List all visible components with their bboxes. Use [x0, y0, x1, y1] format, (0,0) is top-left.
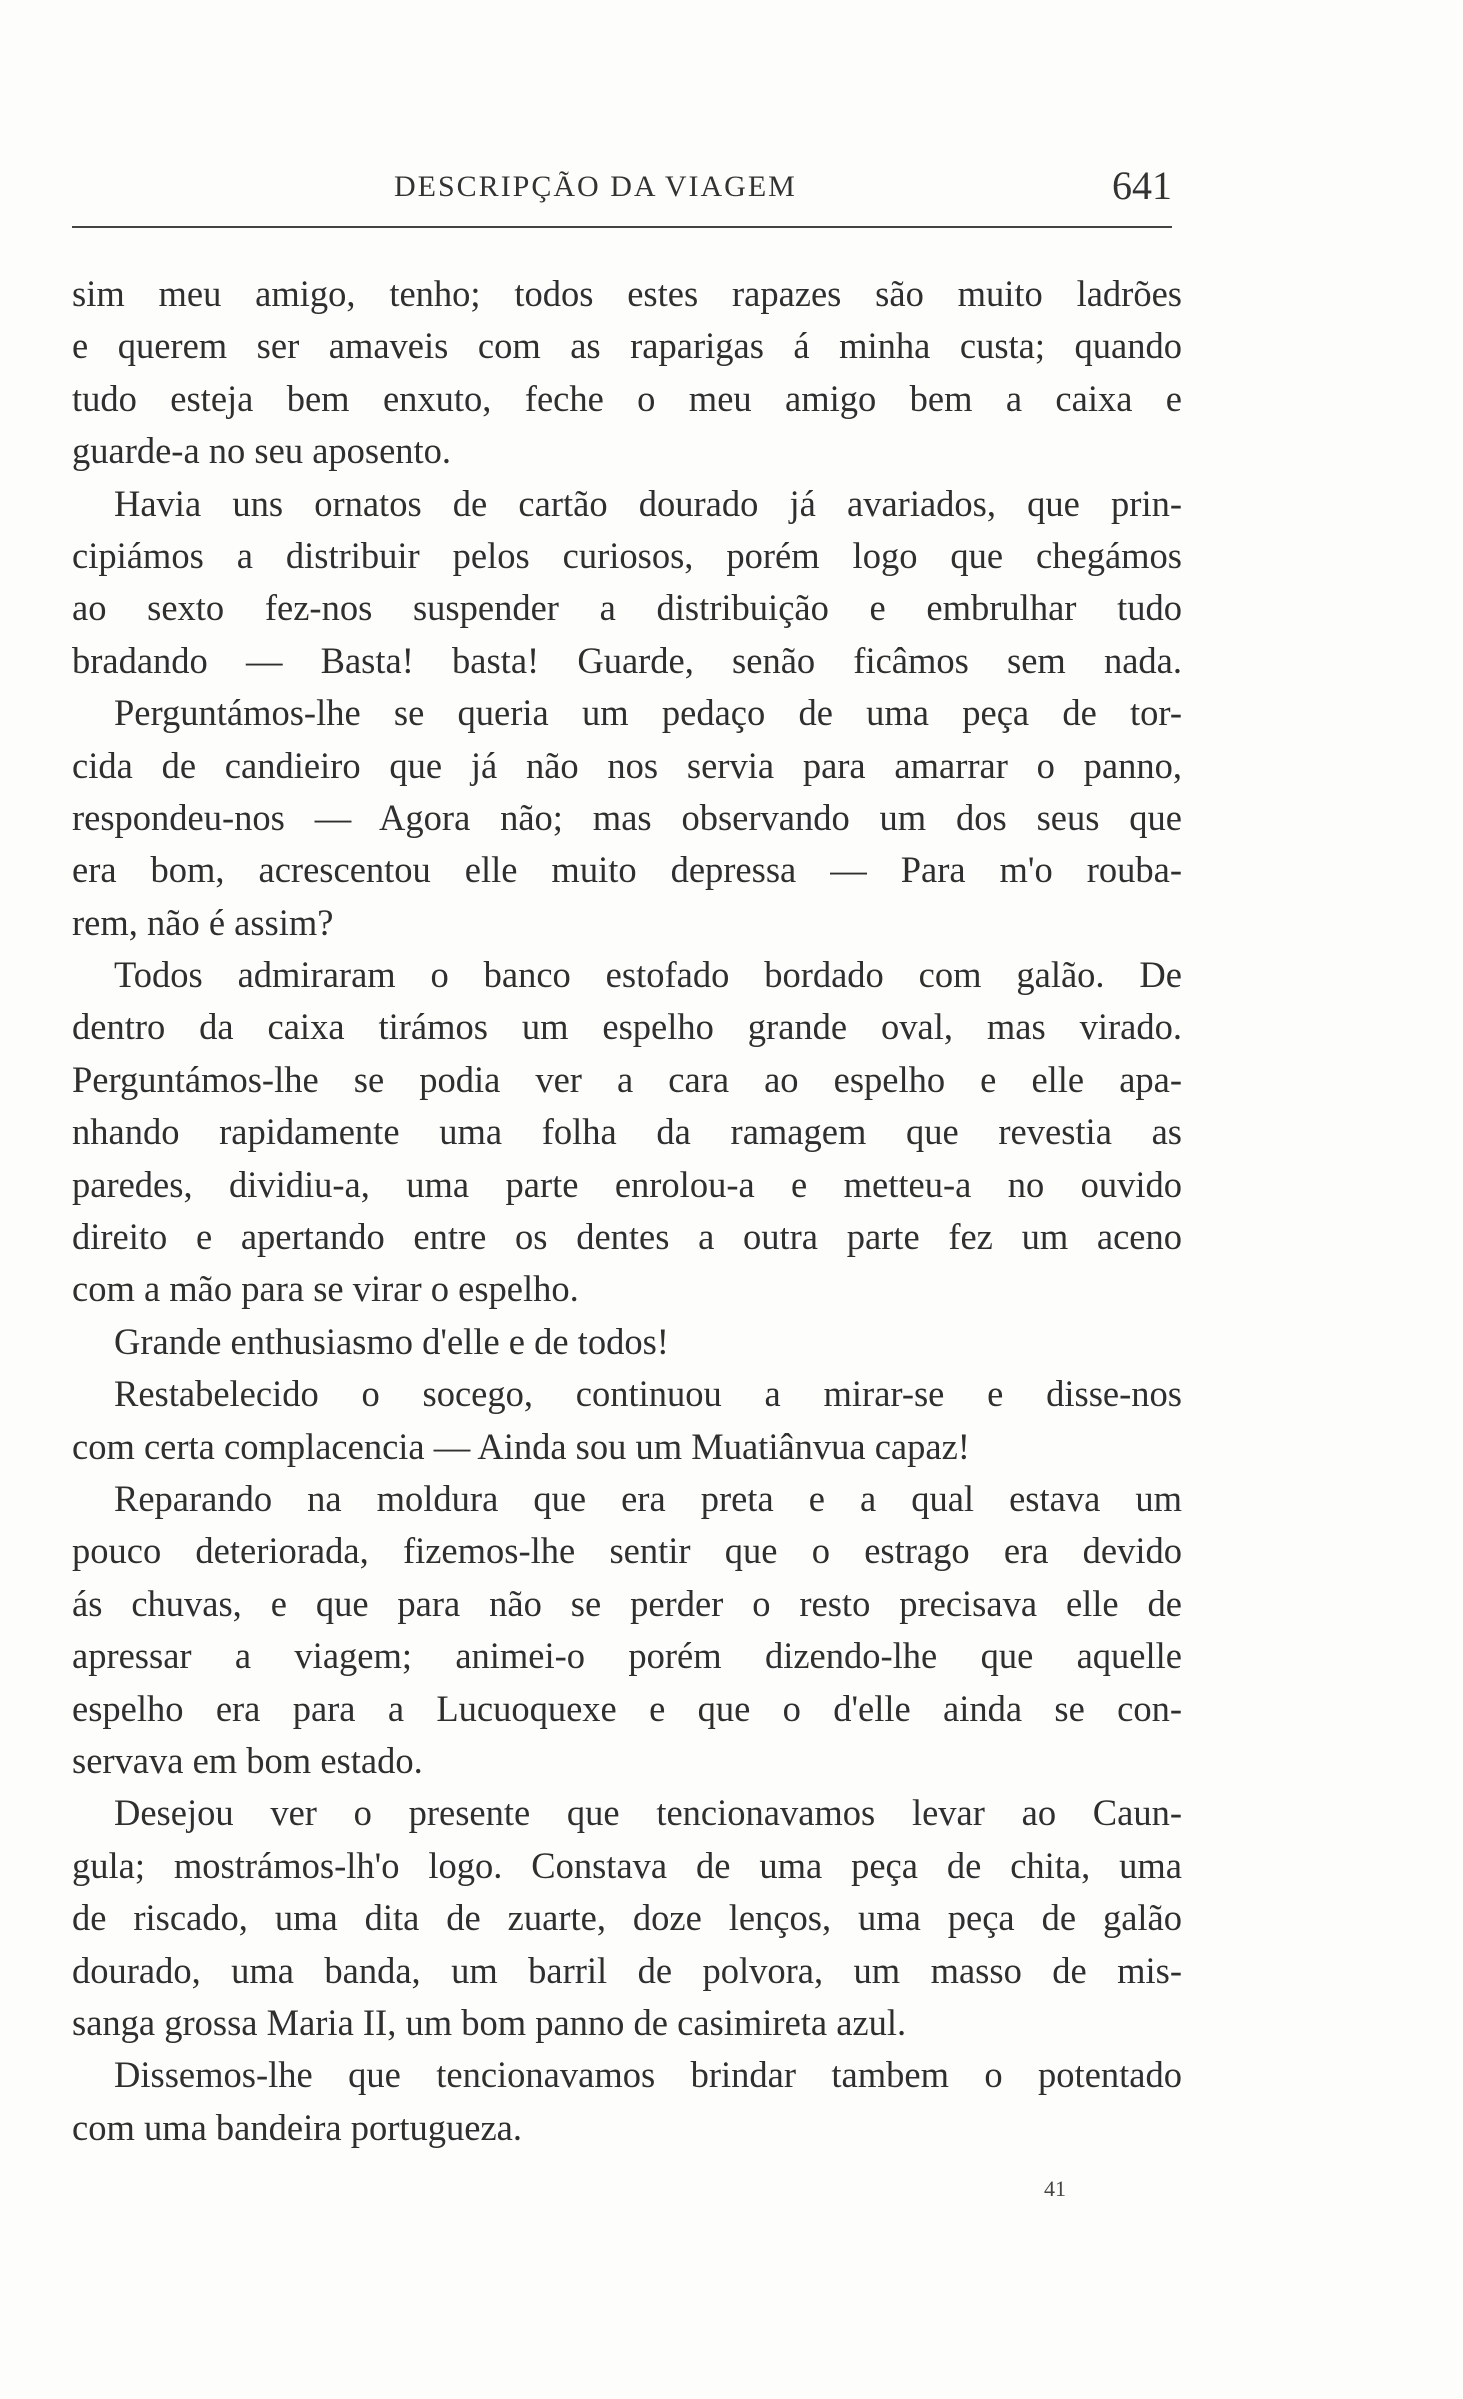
text-line: sim meu amigo, tenho; todos estes rapazes são muito ladrões	[72, 273, 1182, 314]
page-number: 641	[1112, 163, 1172, 208]
text-line: ao sexto fez-nos suspender a distribuição e embrulhar tudo	[72, 587, 1182, 629]
text-line: cipiámos a distribuir pelos curiosos, porém logo que chegámos	[72, 534, 1182, 576]
text-line: nhando rapidamente uma folha da ramagem que revestia as	[72, 1111, 1182, 1153]
text-line: espelho era para a Lucuoquexe e que o d'elle ainda se con-	[72, 1687, 1182, 1729]
text-line: rem, não é assim?	[72, 901, 334, 943]
text-line: Todos admiraram o banco estofado bordado com galão. De	[114, 954, 1182, 996]
header-rule	[72, 226, 1172, 228]
text-line: apressar a viagem; animei-o porém dizendo-lhe que aquelle	[72, 1635, 1182, 1677]
signature-mark: 41	[1044, 2176, 1066, 2201]
text-line: tudo esteja bem enxuto, feche o meu amigo bem a caixa e	[72, 377, 1182, 419]
text-line: e querem ser amaveis com as raparigas á minha custa; quando	[72, 325, 1182, 367]
text-line: Havia uns ornatos de cartão dourado já avariados, que prin-	[114, 482, 1182, 524]
text-line: Perguntámos-lhe se queria um pedaço de uma peça de tor-	[114, 692, 1182, 734]
text-line: bradando — Basta! basta! Guarde, senão ficâmos sem nada.	[72, 639, 1182, 681]
text-line: direito e apertando entre os dentes a outra parte fez um aceno	[72, 1216, 1182, 1258]
text-line: Dissemos-lhe que tencionavamos brindar tambem o potentado	[114, 2054, 1182, 2096]
text-line: pouco deteriorada, fizemos-lhe sentir que o estrago era devido	[72, 1530, 1182, 1572]
text-line: Perguntámos-lhe se podia ver a cara ao espelho e elle apa-	[72, 1058, 1182, 1100]
text-line: de riscado, uma dita de zuarte, doze lenços, uma peça de galão	[72, 1897, 1182, 1939]
text-line: dentro da caixa tirámos um espelho grande oval, mas virado.	[72, 1006, 1182, 1048]
body-text	[72, 268, 1182, 2154]
text-line: respondeu-nos — Agora não; mas observando um dos seus que	[72, 796, 1182, 838]
text-line: cida de candieiro que já não nos servia para amarrar o panno,	[72, 744, 1182, 786]
text-line: era bom, acrescentou elle muito depressa — Para m'o rouba-	[72, 849, 1182, 891]
text-line: sanga grossa Maria II, um bom panno de casimireta azul.	[72, 2001, 907, 2043]
text-line: Grande enthusiasmo d'elle e de todos!	[114, 1320, 669, 1362]
text-line: Reparando na moldura que era preta e a qual estava um	[114, 1477, 1182, 1519]
text-line: dourado, uma banda, um barril de polvora, um masso de mis-	[72, 1949, 1182, 1991]
running-title: DESCRIPÇÃO DA VIAGEM	[394, 170, 797, 203]
text-line: gula; mostrámos-lh'o logo. Constava de uma peça de chita, uma	[72, 1844, 1182, 1886]
text-line: ás chuvas, e que para não se perder o resto precisava elle de	[72, 1582, 1182, 1624]
text-line: Desejou ver o presente que tencionavamos levar ao Caun-	[114, 1792, 1182, 1834]
text-line: servava em bom estado.	[72, 1739, 423, 1781]
text-line: Restabelecido o socego, continuou a mirar-se e disse-nos	[114, 1373, 1182, 1415]
text-line: com a mão para se virar o espelho.	[72, 1268, 579, 1310]
text-line: guarde-a no seu aposento.	[72, 430, 452, 472]
text-line: paredes, dividiu-a, uma parte enrolou-a e metteu-a no ouvido	[72, 1163, 1182, 1205]
text-line: com certa complacencia — Ainda sou um Muatiânvua capaz!	[72, 1425, 970, 1467]
text-line: com uma bandeira portugueza.	[72, 2106, 522, 2148]
running-head	[72, 162, 1172, 212]
